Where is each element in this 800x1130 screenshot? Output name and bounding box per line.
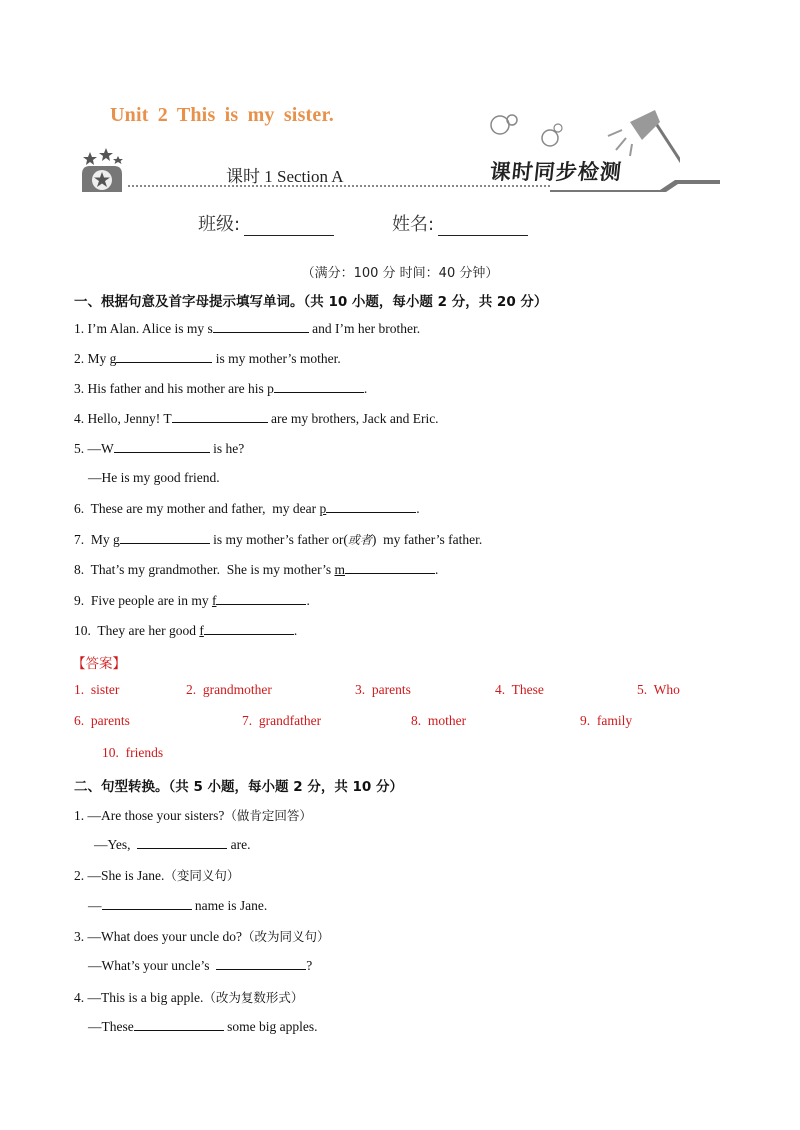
answer-blank[interactable]	[204, 622, 294, 635]
answer-item: 9. family	[580, 713, 633, 728]
answer-blank[interactable]	[116, 350, 212, 363]
answer-heading: 【答案】	[72, 656, 126, 672]
answer-item: 1. sister	[74, 682, 120, 697]
question-1-9: 9. Five people are in my f .	[74, 593, 310, 608]
class-blank[interactable]	[244, 219, 334, 236]
answer-blank[interactable]	[216, 957, 306, 970]
question-1-5-response: —He is my good friend.	[88, 470, 220, 485]
class-label: 班级:	[198, 214, 241, 235]
answer-blank[interactable]	[137, 836, 227, 849]
class-field	[198, 210, 334, 236]
question-1-7: 7. My g is my mother’s father or(或者) my father’s father.	[74, 532, 483, 547]
question-1-1: 1. I’m Alan. Alice is my s and I’m her brother.	[74, 321, 421, 336]
question-2-4: 4. —This is a big apple.（改为复数形式）	[74, 990, 304, 1005]
answer-item: 8. mother	[411, 713, 467, 728]
answer-blank[interactable]	[172, 410, 268, 423]
question-2-3: 3. —What does your uncle do?（改为同义句）	[74, 929, 330, 944]
answer-blank[interactable]	[345, 561, 435, 574]
question-2-2-response: — name is Jane.	[88, 898, 268, 913]
question-2-1-response: —Yes, are.	[94, 837, 251, 852]
answer-item: 7. grandfather	[242, 713, 322, 728]
answer-blank[interactable]	[134, 1018, 224, 1031]
question-2-3-response: —What’s your uncle’s ?	[88, 958, 313, 973]
question-1-3: 3. His father and his mother are his p .	[74, 381, 368, 396]
name-label: 姓名:	[392, 214, 435, 235]
sync-test-stamp: 课时同步检测	[488, 159, 624, 184]
question-2-4-response: —These some big apples.	[88, 1019, 318, 1034]
score-time-info: （满分：100 分 时间：40 分钟）	[301, 266, 499, 281]
question-2-1: 1. —Are those your sisters?（做肯定回答）	[74, 808, 312, 823]
section2-title: 二、句型转换。（共 5 小题，每小题 2 分，共 10 分）	[74, 779, 404, 795]
answer-item: 6. parents	[74, 713, 130, 728]
question-1-2: 2. My g is my mother’s mother.	[74, 351, 341, 366]
answer-item: 5. Who	[637, 682, 680, 697]
name-field	[392, 210, 528, 236]
answer-blank[interactable]	[114, 440, 210, 453]
answer-blank[interactable]	[120, 531, 210, 544]
answer-blank[interactable]	[274, 380, 364, 393]
answer-blank[interactable]	[216, 592, 306, 605]
lesson-label: 课时 1 Section A	[226, 167, 344, 186]
answer-item: 3. parents	[355, 682, 411, 697]
question-1-6: 6. These are my mother and father, my dear p .	[74, 501, 420, 516]
answer-blank[interactable]	[102, 897, 192, 910]
question-1-10: 10. They are her good f .	[74, 623, 298, 638]
answer-blank[interactable]	[213, 320, 309, 333]
answer-item: 10. friends	[102, 745, 164, 760]
name-blank[interactable]	[438, 219, 528, 236]
answer-item: 4. These	[495, 682, 544, 697]
header-divider-band	[80, 176, 720, 192]
question-1-4: 4. Hello, Jenny! T are my brothers, Jack and Eric.	[74, 411, 439, 426]
answer-item: 2. grandmother	[186, 682, 272, 697]
answer-blank[interactable]	[326, 500, 416, 513]
section1-title: 一、根据句意及首字母提示填写单词。（共 10 小题，每小题 2 分，共 20 分）	[74, 294, 548, 310]
question-1-8: 8. That’s my grandmother. She is my mother’s m .	[74, 562, 439, 577]
question-2-2: 2. —She is Jane.（变同义句）	[74, 868, 240, 883]
question-1-5: 5. —W is he?	[74, 441, 245, 456]
unit-title: Unit 2 This is my sister.	[110, 104, 334, 126]
